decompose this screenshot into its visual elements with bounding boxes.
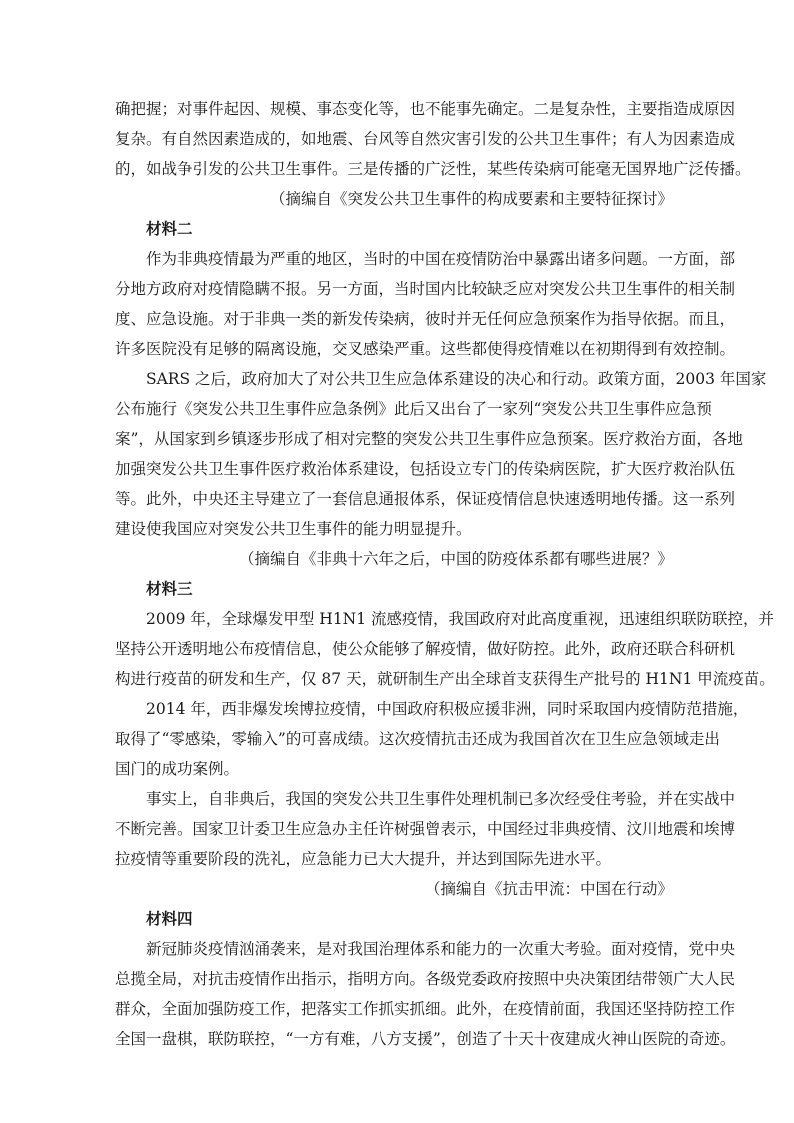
text-line: 不断完善。国家卫计委卫生应急办主任许树强曾表示，中国经过非典疫情、汶川地震和埃博 [115, 820, 736, 838]
text-line: 度、应急设施。对于非典一类的新发传染病，彼时并无任何应急预案作为指导依据。而且， [115, 310, 736, 328]
text-line: 全国一盘棋，联防联控，“一方有难，八方支援”，创造了十天十夜建成火神山医院的奇迹。 [115, 1030, 736, 1048]
paragraph-material-4 [115, 934, 736, 1054]
text-line: SARS 之后，政府加大了对公共卫生应急体系建设的决心和行动。政策方面，2003 年国家 [146, 370, 767, 388]
source-citation-3: （摘编自《抗击甲流：中国在行动》 [424, 880, 673, 898]
text-line: 案”，从国家到乡镇逐步形成了相对完整的突发公共卫生事件应急预案。医疗救治方面，各地 [115, 430, 743, 448]
source-citation-2: （摘编自《非典十六年之后，中国的防疫体系都有哪些进展？》 [238, 550, 673, 568]
text-line: 坚持公开透明地公布疫情信息，使公众能够了解疫情，做好防控。此外，政府还联合科研机 [115, 640, 736, 658]
text-line: 取得了“零感染，零输入”的可喜成绩。这次疫情抗击还成为我国首次在卫生应急领域走出 [115, 730, 720, 748]
text-line: 等。此外，中央还主导建立了一套信息通报体系，保证疫情信息快速透明地传播。这一系列 [115, 490, 736, 508]
document-page [115, 94, 775, 1054]
paragraph-intro-tail [115, 94, 751, 184]
paragraph-material-2a [115, 244, 736, 364]
text-line: 的，如战争引发的公共卫生事件。三是传播的广泛性，某些传染病可能毫无国界地广泛传播。 [115, 160, 751, 178]
text-line: 拉疫情等重要阶段的洗礼，应急能力已大大提升，并达到国际先进水平。 [115, 850, 612, 868]
paragraph-material-3b [115, 694, 749, 784]
paragraph-material-2b [115, 364, 767, 544]
text-line: 2009 年，全球爆发甲型 H1N1 流感疫情，我国政府对此高度重视，迅速组织联防联控，并 [146, 610, 775, 628]
section-heading-material-2: 材料二 [146, 220, 193, 238]
text-line: 许多医院没有足够的隔离设施，交叉感染严重。这些都使得疫情难以在初期得到有效控制。 [115, 340, 736, 358]
text-line: 构进行疫苗的研发和生产，仅 87 天，就研制生产出全球首支获得生产批号的 H1N1 甲流疫苗。 [115, 670, 775, 688]
text-line: 作为非典疫情最为严重的地区，当时的中国在疫情防治中暴露出诸多问题。一方面，部 [146, 250, 736, 268]
text-line: 加强突发公共卫生事件医疗救治体系建设，包括设立专门的传染病医院，扩大医疗救治队伍 [115, 460, 736, 478]
section-heading-material-3: 材料三 [146, 580, 193, 598]
text-line: 国门的成功案例。 [115, 760, 240, 778]
text-line: 事实上，自非典后，我国的突发公共卫生事件处理机制已多次经受住考验，并在实战中 [146, 790, 736, 808]
text-line: 总揽全局，对抗击疫情作出指示，指明方向。各级党委政府按照中央决策团结带领广大人民 [115, 970, 736, 988]
section-heading-material-4: 材料四 [146, 910, 193, 928]
text-line: 2014 年，西非爆发埃博拉疫情，中国政府积极应援非洲，同时采取国内疫情防范措施， [146, 700, 749, 718]
text-line: 建设使我国应对突发公共卫生事件的能力明显提升。 [115, 520, 472, 538]
source-citation-1: （摘编自《突发公共卫生事件的构成要素和主要特征探讨》 [269, 190, 673, 208]
text-line: 群众，全面加强防疫工作，把落实工作抓实抓细。此外，在疫情前面，我国还坚持防控工作 [115, 1000, 736, 1018]
paragraph-material-3a [115, 604, 775, 694]
text-line: 新冠肺炎疫情汹涌袭来，是对我国治理体系和能力的一次重大考验。面对疫情，党中央 [146, 940, 736, 958]
text-line: 确把握；对事件起因、规模、事态变化等，也不能事先确定。二是复杂性，主要指造成原因 [115, 100, 736, 118]
text-line: 公布施行《突发公共卫生事件应急条例》此后又出台了一家列“突发公共卫生事件应急预 [115, 400, 712, 418]
text-line: 复杂。有自然因素造成的，如地震、台风等自然灾害引发的公共卫生事件；有人为因素造成 [115, 130, 736, 148]
text-line: 分地方政府对疫情隐瞒不报。另一方面，当时国内比较缺乏应对突发公共卫生事件的相关制 [115, 280, 736, 298]
paragraph-material-3c [115, 784, 736, 874]
